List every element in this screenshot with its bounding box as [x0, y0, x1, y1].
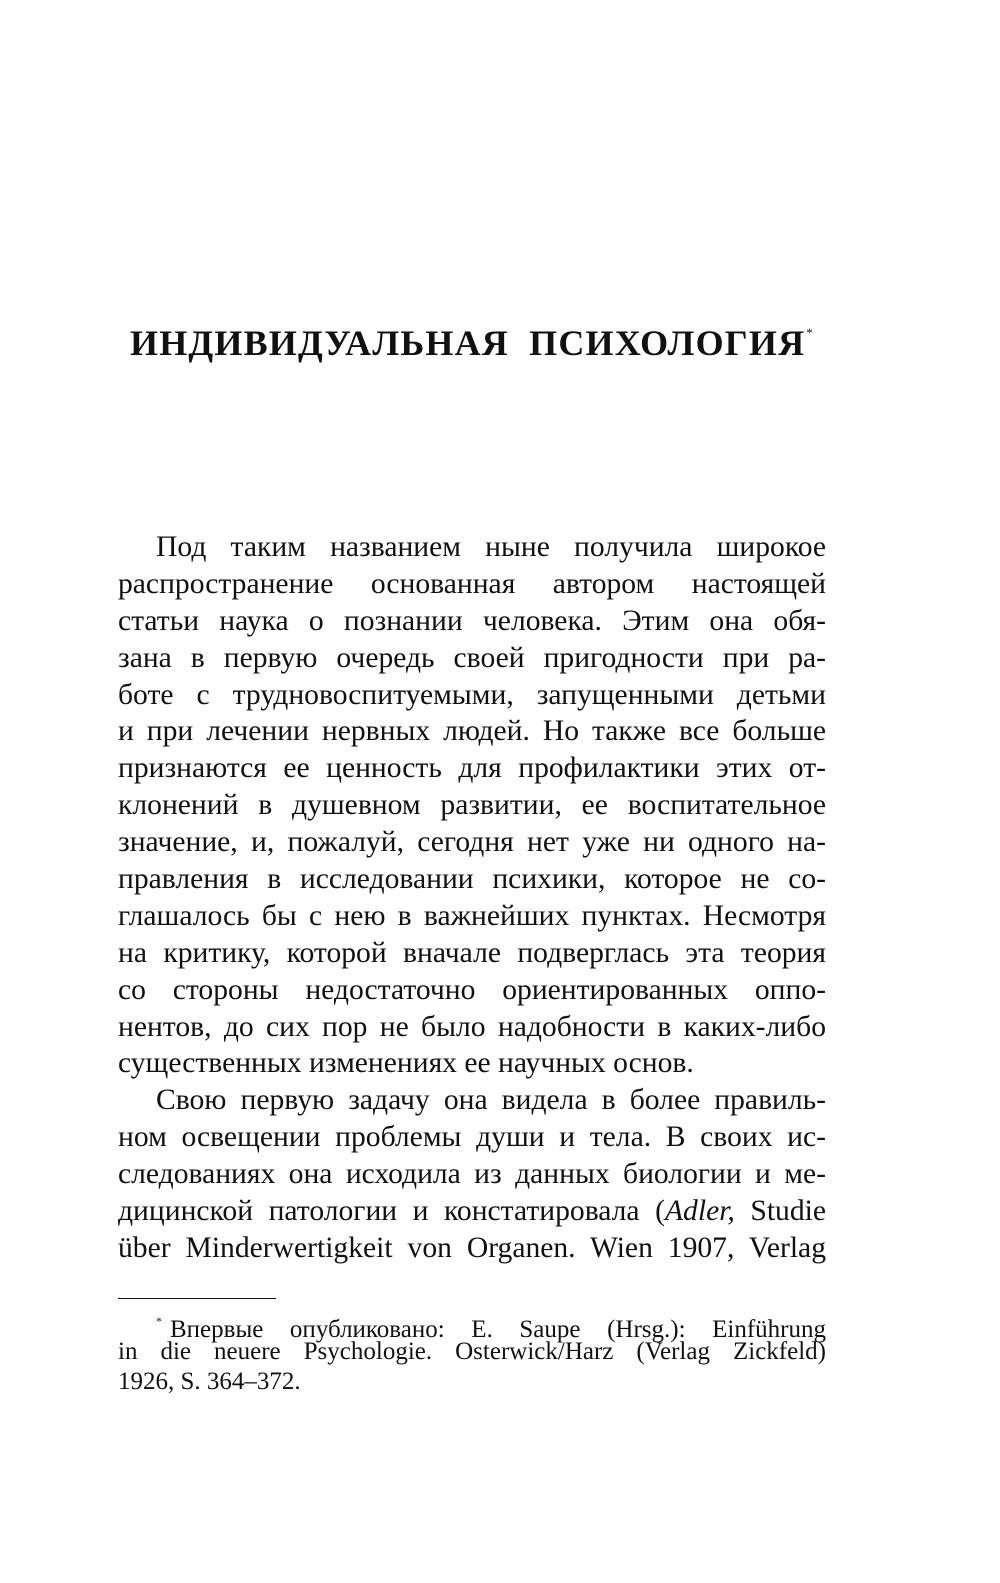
text-line: и при лечении нервных людей. Но также все больше: [118, 715, 826, 748]
text-line: признаются ее ценность для профилактики этих от-: [118, 752, 826, 785]
text-line: ном освещении проблемы души и тела. В своих ис-: [118, 1121, 826, 1154]
text-line: значение, и, пожалуй, сегодня нет уже ни одного на-: [118, 826, 826, 859]
chapter-title: [0, 322, 944, 364]
text-line: правления в исследовании психики, которое не со-: [118, 863, 826, 896]
text-line: зана в первую очередь своей пригодности при ра-: [118, 641, 826, 674]
cited-author: Adler,: [664, 1195, 735, 1228]
footnote-divider: [118, 1298, 276, 1299]
footnote-line: in die neuere Psychologie. Osterwick/Harz (Verlag Zickfeld): [118, 1337, 826, 1365]
footnote-line: 1926, S. 364–372.: [118, 1368, 301, 1395]
chapter-title-text: ИНДИВИДУАЛЬНАЯ ПСИХОЛОГИЯ: [130, 323, 806, 363]
text-line: на критику, которой вначале подверглась эта теория: [118, 936, 826, 969]
text-line: Под таким названием ныне получила широкое: [156, 531, 826, 563]
text-line: Свою первую задачу она видела в более правиль-: [156, 1084, 826, 1117]
text-line-end: Studie: [734, 1195, 827, 1228]
text-line: статьи наука о познании человека. Этим она обя-: [118, 604, 826, 637]
body-text: [118, 529, 826, 1267]
text-line: клонений в душевном развитии, ее воспитательное: [118, 789, 826, 822]
text-line: глашалось бы с нею в важнейших пунктах. Несмотря: [118, 899, 826, 932]
footnote-mark: *: [156, 1314, 162, 1328]
footnote-text: Впервые опубликовано: E. Saupe (Hrsg.): Einführung: [170, 1316, 826, 1343]
text-line: со стороны недостаточно ориентированных оппо-: [118, 973, 826, 1006]
footnote: [118, 1306, 826, 1398]
text-line: распространение основанная автором настоящей: [118, 567, 826, 600]
text-line: существенных изменениях ее научных основ.: [118, 1047, 694, 1080]
text-line: über Minderwertigkeit von Organen. Wien 1907, Verlag: [118, 1231, 826, 1264]
text-line: следованиях она исходила из данных биологии и ме-: [118, 1158, 826, 1191]
text-line: нентов, до сих пор не было надобности в каких-либо: [118, 1010, 826, 1043]
text-line-with-citation: [118, 1193, 826, 1230]
text-line-start: дицинской патологии и констатировала (: [118, 1195, 665, 1228]
title-footnote-mark: *: [806, 325, 814, 340]
text-line: боте с трудновоспитуемыми, запущенными детьми: [118, 678, 826, 711]
footnote-line: [118, 1306, 826, 1343]
